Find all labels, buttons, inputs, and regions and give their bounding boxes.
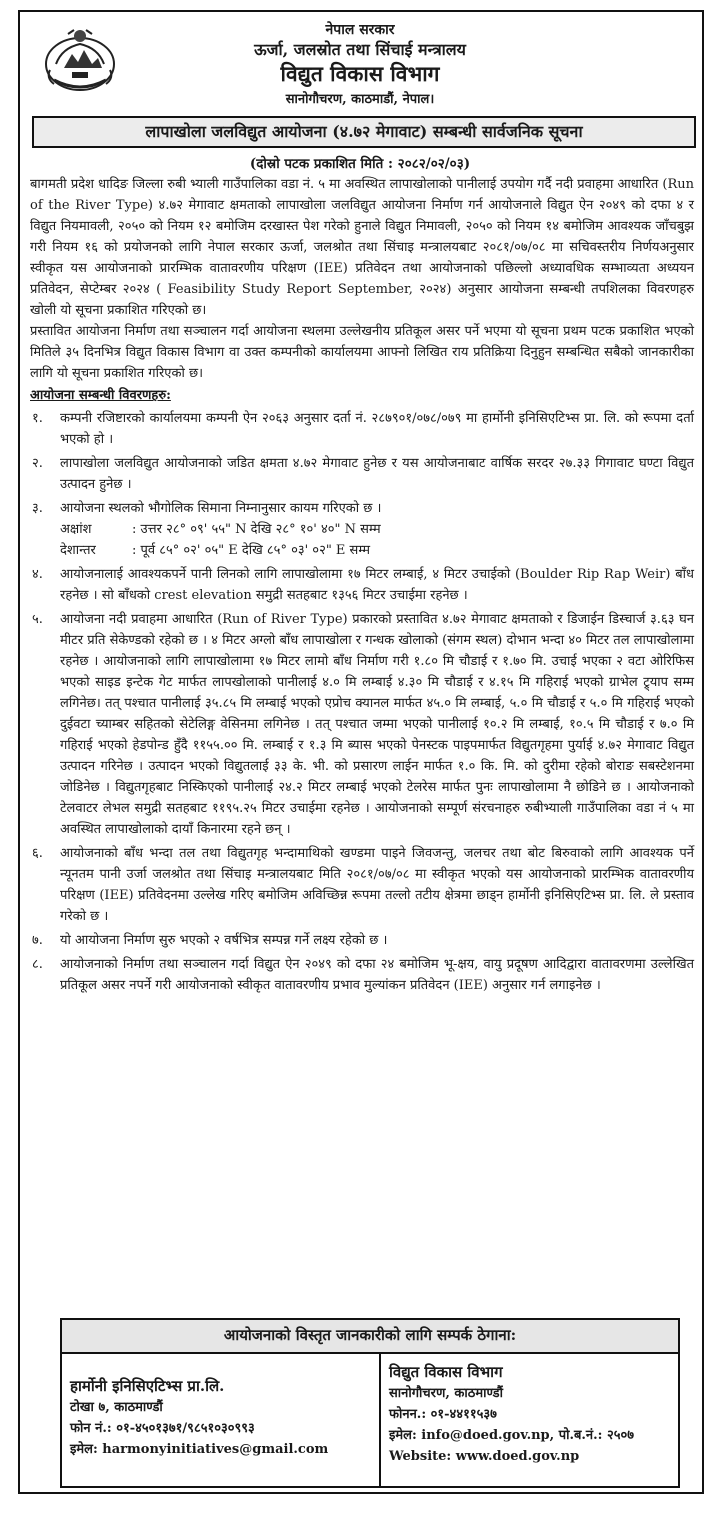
company-name: हार्मोनी इनिसिएटिभ्स प्रा.लि. — [70, 1377, 225, 1395]
list-item: ८. आयोजनाको निर्माण तथा सञ्चालन गर्दा विद्युत ऐन २०४९ को दफा २४ बमोजिम भू-क्षय, वायु प्रदूषण आदिद्वारा वातावरणमा उल्लेखित प्रतिकूल असर नपर्ने गरी आयोजनाको स्वीकृत वातावरणीय प्रभाव मुल्यांकन प्रतिवेदन (IEE) अनुसार गर्न लगाइनेछ । — [32, 957, 694, 993]
publish-date: (दोस्रो पटक प्रकाशित मिति : २०८२/०२/०३) — [249, 156, 471, 172]
list-item: २. लापाखोला जलविद्युत आयोजनाको जडित क्षमता ४.७२ मेगावाट हुनेछ र यस आयोजनाबाट वार्षिक सरदर २७.३३ गिगावाट घण्टा विद्युत उत्पादन हुनेछ । — [32, 456, 694, 492]
details-heading: आयोजना सम्बन्धी विवरणहरु: — [30, 388, 171, 403]
department-contact-address: सानोगौचरण, काठमाण्डौं — [388, 1386, 503, 1401]
department-phone: फोनन.: ०१-४४११५३७ — [388, 1407, 497, 1422]
department-address: सानोगौचरण, काठमाडौं, नेपाल। — [285, 92, 435, 107]
government-title: नेपाल सरकार — [325, 22, 395, 38]
list-item: ४. आयोजनालाई आवश्यकपर्ने पानी लिनको लागि लापाखोलामा १७ मिटर लम्बाई, ४ मिटर उचाईको (Boulder Rip Rap Weir) बाँध रहनेछ । सो बाँधको crest elevation समुद्री सतहबाट १३५६ मिटर उचाईमा रहनेछ । — [32, 567, 694, 603]
contact-box — [60, 1318, 680, 1488]
ministry-title: ऊर्जा, जलस्रोत तथा सिंचाई मन्त्रालय — [254, 40, 466, 59]
list-item: १. कम्पनी रजिष्टारको कार्यालयमा कम्पनी ऐन २०६३ अनुसार दर्ता नं. २८७९०१/०७८/०७९ मा हार्मोनी इनिसिएटिभ्स प्रा. लि. को रूपमा दर्ता भएको हो । — [32, 411, 694, 447]
list-item: ७. यो आयोजना निर्माण सुरु भएको २ वर्षभित्र सम्पन्न गर्ने लक्ष्य रहेको छ । — [32, 933, 388, 948]
list-item: ५. आयोजना नदी प्रवाहमा आधारित (Run of River Type) प्रकारको प्रस्तावित ४.७२ मेगावाट क्षमताको र डिजाईन डिस्चार्ज ३.६३ घन मीटर प्रति सेकेण्डको रहेको छ । ४ मिटर अग्लो बाँध लापाखोला र गन्धक खोलाको (संगम स्थल) दोभान भन्दा ४० मिटर तल लापाखोलामा रहनेछ । आयोजनाको लागि लापाखोलामा १७ मिटर लामो बाँध निर्माण गरी १.८० मि चौडाई र १.७० मि. उचाई भएका २ वटा ओरिफिस भएको साइड इन्टेक गेट मार्फत लापखोलाको पानीलाई ४.० मि लम्बाई ४.३० मि चौडाई र ४.१५ मि गहिराई भएको ग्राभेल ट्र्याप सम्म लगिनेछ। तत् पश्चात पानीलाई ३५.८५ मि लम्बाई भएको एप्रोच क्यानल मार्फत ४५.० मि लम्बाई, ५.० मि चौडाई र ५.० मि गहिराई भएको दुईवटा च्याम्बर सहितको सेटेलिङ्ग वेसिनमा लगिनेछ । तत् पश्चात जम्मा भएको पानीलाई १०.२ मि लम्बाई, १०.५ मि चौडाई र ७.० मि गहिराई भएको हेडपोन्ड हुँदै ११५५.०० मि. लम्बाई र १.३ मि ब्यास भएको पेनस्टक पाइपमार्फत विद्युतगृहमा पुर्याई ४.७२ मेगावाट विद्युत उत्पादन गरिनेछ । उत्पादन भएको विद्युतलाई ३३ के. भी. को प्रसारण लाईन मार्फत १.० कि. मि. को दुरीमा रहेको बोराङ सबस्टेशनमा जोडिनेछ । विद्युतगृहबाट निस्किएको पानीलाई २४.२ मिटर लम्बाई भएको टेलरेस मार्फत पुनः लापाखोलामा नै छोडिने छ । आयोजनाको टेलवाटर लेभल समुद्री सतहबाट ११९५.२५ मिटर उचाईमा रहनेछ । आयोजनाको सम्पूर्ण संरचनाहरु रुबीभ्याली गाउँपालिका वडा नं ५ मा अवस्थित लापाखोलाको दायाँ किनारमा रहने छन् । — [32, 612, 694, 837]
company-contact — [62, 1354, 381, 1488]
company-address: टोखा ७, काठमाण्डौं — [70, 1400, 163, 1415]
company-email: इमेल: harmonyinitiatives@gmail.com — [70, 1442, 329, 1457]
department-title: विद्युत विकास विभाग — [280, 61, 440, 86]
department-name: विद्युत विकास विभाग — [388, 1363, 503, 1381]
details-list — [30, 408, 694, 996]
objection-paragraph: प्रस्तावित आयोजना निर्माण तथा सञ्चालन गर्दा आयोजना स्थलमा उल्लेखनीय प्रतिकूल असर पर्ने भएमा यो सूचना प्रथम पटक प्रकाशित भएको मितिले ३५ दिनभित्र विद्युत विकास विभाग वा उक्त कम्पनीको कार्यालयमा आफ्नो लिखित राय प्रतिक्रिया दिनुहुन सम्बन्धित सबैको जानकारीका लागि यो सूचना प्रकाशित गरिएको छ। — [30, 324, 694, 381]
notice-body — [30, 174, 694, 999]
company-phone: फोन नं.: ०१-४५०१३७१/९८५१०३०९९३ — [70, 1421, 255, 1436]
latitude-row: अक्षांश : उत्तर २८° ०९' ५५" N देखि २८° १०' ४०" N सम्म — [60, 522, 381, 537]
notice-title-banner: लापाखोला जलविद्युत आयोजना (४.७२ मेगावाट) सम्बन्धी सार्वजनिक सूचना — [32, 116, 696, 148]
department-contact — [381, 1354, 678, 1488]
list-item: ६. आयोजनाको बाँध भन्दा तल तथा विद्युतगृह भन्दामाथिको खण्डमा पाइने जिवजन्तु, जलचर तथा बोट बिरुवाको लागि आवश्यक पर्ने न्यूनतम पानी उर्जा जलश्रोत तथा सिंचाइ मन्त्रालयबाट मिति २०८१/०७/०८ मा स्वीकृत भएको यस आयोजनाको प्रारम्भिक वातावरणीय परिक्षण (IEE) प्रतिवेदनमा उल्लेख गरिए बमोजिम अविच्छिन्न रूपमा तल्लो तटीय क्षेत्रमा छाड्न हार्मोनी इनिसिएटिभ्स प्रा. लि. ले प्रस्ताव गरेको छ । — [32, 846, 694, 924]
longitude-row: देशान्तर : पूर्व ८५° ०२' ०५" E देखि ८५° ०३' ०२" E सम्म — [60, 543, 371, 558]
contact-title: आयोजनाको विस्तृत जानकारीको लागि सम्पर्क ठेगाना: — [62, 1320, 678, 1354]
intro-paragraph: बागमती प्रदेश धादिङ जिल्ला रुबी भ्याली गाउँपालिका वडा नं. ५ मा अवस्थित लापाखोलाको पानीलाई उपयोग गर्दै नदी प्रवाहमा आधारित (Run of the River Type) ४.७२ मेगावाट क्षमताको लापाखोला जलविद्युत आयोजना निर्माण गर्न आयोजनाले विद्युत ऐन २०४९ को दफा ४ र विद्युत नियमावली, २०५० को नियम १२ बमोजिम दरखास्त पेश गरेको हुनाले विद्युत निमावली, २०५० को नियम १४ बमोजिम आवश्यक जाँचबुझ गरी नियम १६ को प्रयोजनको लागि नेपाल सरकार ऊर्जा, जलश्रोत तथा सिंचाइ मन्त्रालयबाट २०८१/०७/०८ मा सचिवस्तरीय निर्णयअनुसार स्वीकृत यस आयोजनाको प्रारम्भिक वातावरणीय परिक्षण (IEE) प्रतिवेदन तथा आयोजनाको पछिल्लो अध्यावधिक सम्भाव्यता अध्ययन प्रतिवेदन, सेप्टेम्बर २०२४ ( Feasibility Study Report September, २०२४) अनुसार आयोजना सम्बन्धी तपशिलका विवरणहरु खोली यो सूचना प्रकाशित गरिएको छ। — [30, 177, 694, 318]
department-website: Website: www.doed.gov.np — [388, 1449, 580, 1464]
list-item: ३. आयोजना स्थलको भौगोलिक सिमाना निम्नानुसार कायम गरिएको छ । अक्षांश : उत्तर २८° ०९' ५५" N देखि २८° १०' ४०" N सम्म देशान्तर : पूर्व ८५° ०२' ०५" E देखि ८५° ०३' ०२" E सम्म — [30, 498, 694, 561]
department-email: इमेल: info@doed.gov.np, पो.ब.नं.: २५०७ — [388, 1428, 635, 1443]
